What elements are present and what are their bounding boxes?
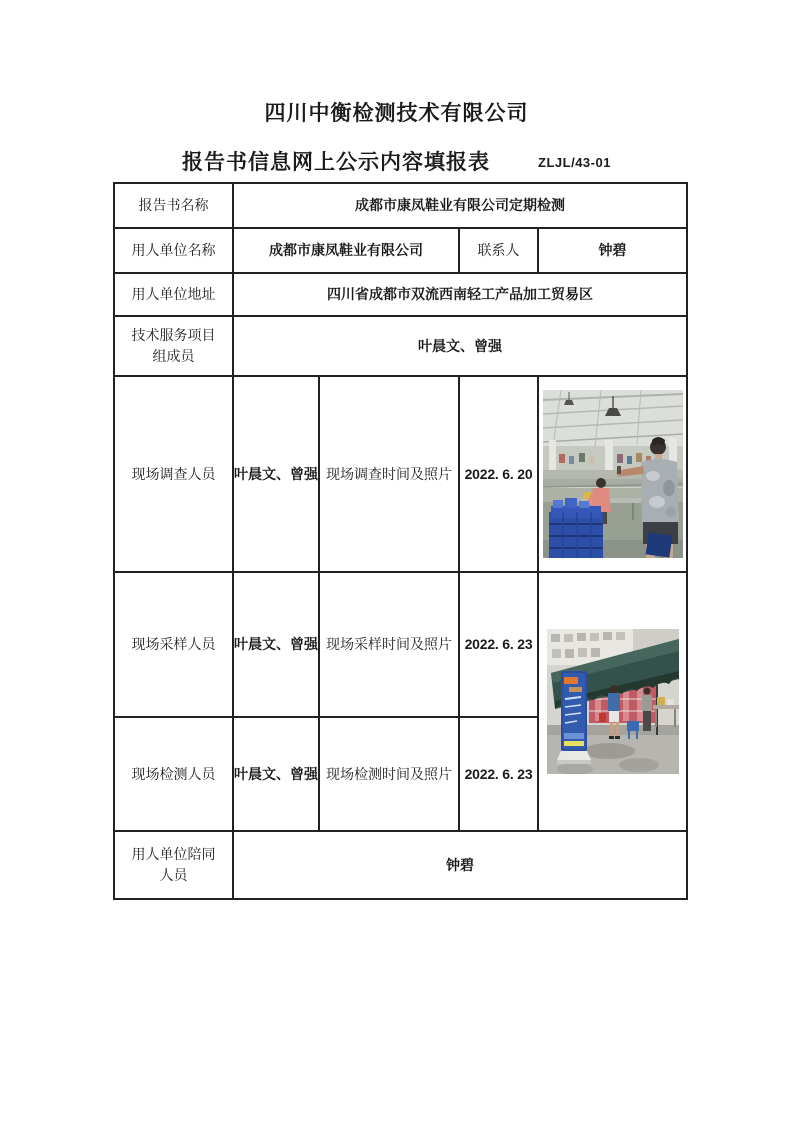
report-name-value: 成都市康凤鞋业有限公司定期检测	[233, 183, 687, 228]
row-employer-address	[114, 273, 687, 316]
employer-address-value: 四川省成都市双流西南轻工产品加工贸易区	[233, 273, 687, 316]
site-survey-date: 2022. 6. 20	[459, 376, 538, 572]
contact-value: 钟碧	[538, 228, 687, 273]
site-testing-persons: 叶晨文、曾强	[233, 717, 319, 831]
tent-photo-illustration	[547, 629, 679, 774]
report-name-label: 报告书名称	[114, 183, 233, 228]
form-title-row	[0, 146, 793, 176]
project-team-label: 技术服务项目组成员	[114, 316, 233, 376]
employer-escort-label: 用人单位陪同人员	[114, 831, 233, 899]
contact-label: 联系人	[459, 228, 538, 273]
site-sampling-date: 2022. 6. 23	[459, 572, 538, 717]
row-site-sampling	[114, 572, 687, 717]
row-report-name	[114, 183, 687, 228]
row-employer-escort	[114, 831, 687, 899]
site-sampling-time-label: 现场采样时间及照片	[319, 572, 459, 717]
company-title: 四川中衡检测技术有限公司	[264, 102, 529, 125]
sampling-photo	[539, 629, 686, 774]
employer-escort-value: 钟碧	[233, 831, 687, 899]
site-testing-time-label: 现场检测时间及照片	[319, 717, 459, 831]
sampling-photo-cell	[538, 572, 687, 831]
form-title: 报告书信息网上公示内容填报表	[182, 151, 491, 174]
site-testing-label: 现场检测人员	[114, 717, 233, 831]
form-code: ZLJL/43-01	[538, 155, 611, 170]
site-testing-date: 2022. 6. 23	[459, 717, 538, 831]
report-table	[113, 182, 688, 900]
row-site-survey	[114, 376, 687, 572]
site-sampling-persons: 叶晨文、曾强	[233, 572, 319, 717]
employer-name-value: 成都市康凤鞋业有限公司	[233, 228, 459, 273]
site-survey-photo-cell	[538, 376, 687, 572]
site-survey-label: 现场调查人员	[114, 376, 233, 572]
survey-photo	[539, 390, 686, 558]
employer-address-label: 用人单位地址	[114, 273, 233, 316]
site-survey-time-label: 现场调查时间及照片	[319, 376, 459, 572]
site-sampling-label: 现场采样人员	[114, 572, 233, 717]
site-survey-persons: 叶晨文、曾强	[233, 376, 319, 572]
factory-photo-illustration	[543, 390, 683, 558]
project-team-value: 叶晨文、曾强	[233, 316, 687, 376]
employer-name-label: 用人单位名称	[114, 228, 233, 273]
row-project-team	[114, 316, 687, 376]
row-employer-name	[114, 228, 687, 273]
